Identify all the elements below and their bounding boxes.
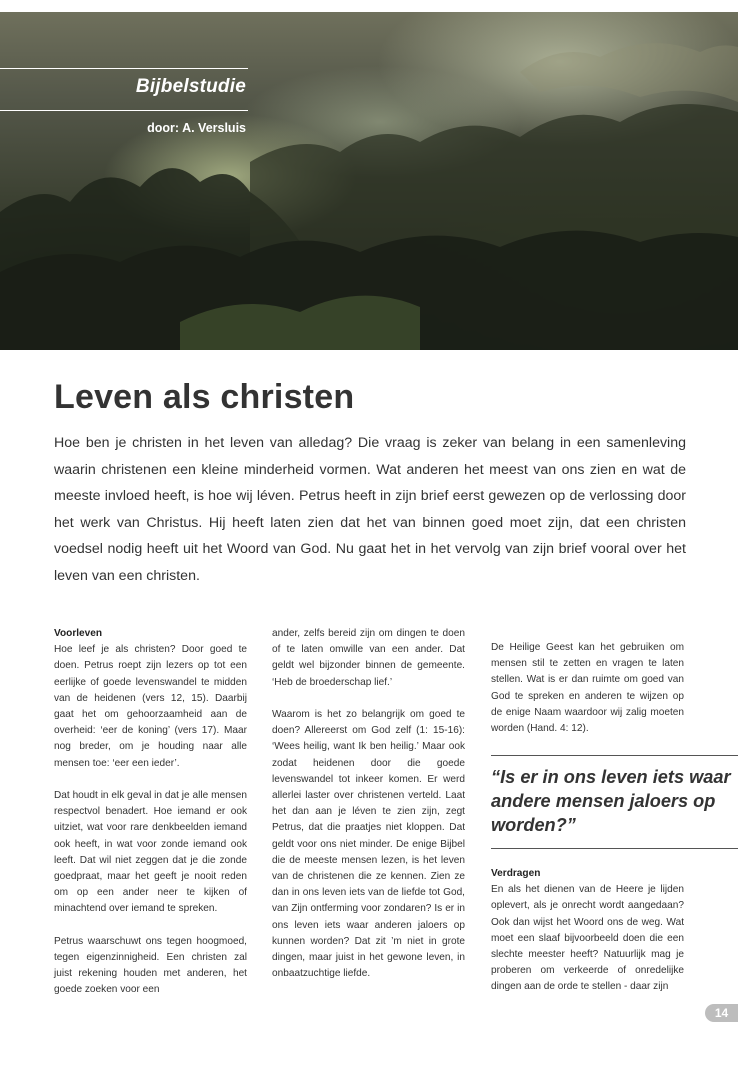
paragraph: Dat houdt in elk geval in dat je alle mensen respectvol benadert. Hoe iemand er ook uitziet, wat voor rare denkbeelden iemand ook heeft, in wat voor zonde iemand ook leeft. Dat wil niet zeggen dat je die zonde goedpraat, maar het geeft je nooit reden om op een ander neer te kijken of minachtend over iemand te spreken. xyxy=(54,790,247,915)
paragraph: De Heilige Geest kan het gebruiken om mensen stil te zetten en vragen te laten stellen. Wat is er dan ruimte om goed van God te spreken en anderen te wijzen op de enige Naam waardoor wij zalig moeten worden (Hand. 4: 12). xyxy=(491,642,684,735)
column-3-top xyxy=(491,640,684,737)
paragraph: ander, zelfs bereid zijn om dingen te doen of te laten omwille van een ander. Dat geldt wel bijzonder binnen de gemeente. ‘Heb de broederschap lief.’ xyxy=(272,628,465,688)
section-label: Bijbelstudie xyxy=(135,76,246,97)
heading-verdragen: Verdragen xyxy=(491,868,541,879)
heading-voorleven: Voorleven xyxy=(54,628,103,639)
pull-quote-text: “Is er in ons leven iets waar andere mensen jaloers op worden?” xyxy=(491,767,731,835)
paragraph: Petrus waarschuwt ons tegen hoogmoed, tegen eigenzinnigheid. Een christen zal juist rekening houden met anderen, het goede zoeken voor een xyxy=(54,935,247,996)
author-byline: door: A. Versluis xyxy=(147,121,246,135)
paragraph: Waarom is het zo belangrijk om goed te doen? Allereerst om God zelf (1: 15-16): ‘Wees heilig, want Ik ben heilig.’ Maar ook zodat heidenen door die goede levenswandel tot inkeer komen. Er werd allerlei laster over christenen verteld. Laat het dan aan je léven te zien zijn, zegt Petrus, dat die praatjes niet kloppen. Dat geldt voor ons niet minder. De enige Bijbel die de meeste mensen lezen, is het leven van de christenen die ze kennen. Zien ze dan in ons leven iets van de liefde tot God, van Zijn ontferming voor zondaren? Is er in ons leven iets waar anderen jaloers op kunnen worden? Dat zit ’m niet in grote dingen, maar juist in het gewone leven, in onbaatzuchtige liefde. xyxy=(272,709,465,980)
header-photo xyxy=(0,12,738,350)
article-title: Leven als christen xyxy=(54,378,355,416)
page-number: 14 xyxy=(705,1004,738,1022)
paragraph: Hoe leef je als christen? Door goed te doen. Petrus roept zijn lezers op tot een eerlijke of goede levenswandel te midden van de heidenen (vers 12, 15). Daarbij gaat het om gehoorzaamheid aan de overheid: ‘eer de koning’ (vers 17). Maar nog breder, om je houding naar alle mensen toe: ‘eer een ieder’. xyxy=(54,644,247,769)
column-1 xyxy=(54,626,247,999)
article-intro: Hoe ben je christen in het leven van alledag? Die vraag is zeker van belang in een samenleving waarin christenen een kleine minderheid vormen. Wat anderen het meest van ons zien en wat de meeste invloed heeft, is hoe wij léven. Petrus heeft in zijn brief eerst gewezen op de verlossing door het werk van Christus. Hij heeft laten zien dat het van binnen goed moet zijn, dat een christen voedsel nodig heeft uit het Woord van God. Nu gaat het in het vervolg van zijn brief vooral over het leven van een christen. xyxy=(54,435,686,584)
pull-quote xyxy=(491,755,738,849)
column-2 xyxy=(272,626,465,982)
column-3-bottom xyxy=(491,866,684,996)
section-banner xyxy=(0,68,248,111)
forest-mist-illustration xyxy=(0,12,738,350)
paragraph: En als het dienen van de Heere je lijden oplevert, als je onrecht wordt aangedaan? Ook dan wijst het Woord ons de weg. Wat moet een slaaf bijvoorbeeld doen die een slechte meester heeft? Natuurlijk mag je proberen om verkeerde of onredelijke dingen aan de orde te stellen - daar zijn xyxy=(491,884,684,993)
